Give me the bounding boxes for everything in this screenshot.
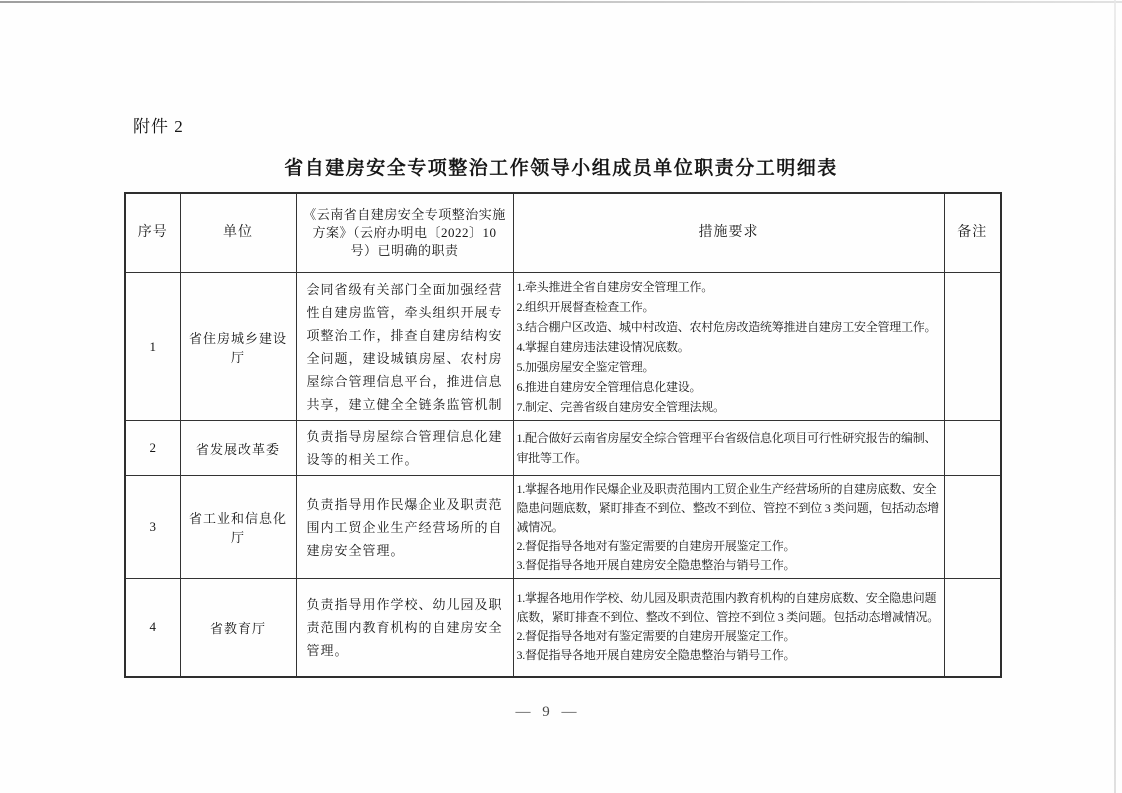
scan-edge-right bbox=[1114, 0, 1116, 793]
unit-name-cell: 省住房城乡建设厅 bbox=[180, 273, 296, 421]
row-index-cell: 4 bbox=[125, 579, 180, 677]
measure-item: 2.督促指导各地对有鉴定需要的自建房开展鉴定工作。 bbox=[516, 629, 796, 644]
duty-text-cell: 会同省级有关部门全面加强经营性自建房监管，牵头组织开展专项整治工作，排查自建房结构安全问题，建设城镇房屋、农村房屋综合管理信息平台，推进信息共享，建立健全全链条监管机制 bbox=[296, 273, 513, 421]
unit-name-cell: 省工业和信息化厅 bbox=[180, 476, 296, 579]
col-header-measures: 措施要求 bbox=[513, 193, 944, 273]
duty-text-cell: 负责指导用作民爆企业及职责范围内工贸企业生产经营场所的自建房安全管理。 bbox=[296, 476, 513, 579]
measure-item: 1.牵头推进全省自建房安全管理工作。 bbox=[516, 279, 714, 294]
measure-item: 1.配合做好云南省房屋安全综合管理平台省级信息化项目可行性研究报告的编制、审批等工作。 bbox=[516, 431, 937, 465]
table-row bbox=[125, 476, 1001, 579]
measure-item: 3.督促指导各地开展自建房安全隐患整治与销号工作。 bbox=[516, 557, 796, 572]
measure-item: 1.掌握各地用作学校、幼儿园及职责范围内教育机构的自建房底数、安全隐患问题底数，紧盯排查不到位、整改不到位、管控不到位 3 类问题。包括动态增减情况。 bbox=[516, 591, 940, 625]
measure-item: 2.督促指导各地对有鉴定需要的自建房开展鉴定工作。 bbox=[516, 538, 796, 553]
measure-item: 6.推进自建房安全管理信息化建设。 bbox=[516, 379, 702, 394]
remark-cell bbox=[944, 421, 1001, 476]
table-row bbox=[125, 273, 1001, 421]
col-header-unit: 单位 bbox=[180, 193, 296, 273]
col-header-remarks: 备注 bbox=[944, 193, 1001, 273]
row-index-cell: 2 bbox=[125, 421, 180, 476]
document-title: 省自建房安全专项整治工作领导小组成员单位职责分工明细表 bbox=[284, 158, 838, 179]
remark-cell bbox=[944, 476, 1001, 579]
measure-item: 1.掌握各地用作民爆企业及职责范围内工贸企业生产经营场所的自建房底数、安全隐患问题底数，紧盯排查不到位、整改不到位、管控不到位 3 类问题，包括动态增减情况。 bbox=[516, 481, 940, 534]
remark-cell bbox=[944, 273, 1001, 421]
remark-cell bbox=[944, 579, 1001, 677]
responsibilities-table bbox=[124, 192, 1002, 678]
col-header-index: 序号 bbox=[125, 193, 180, 273]
table-row bbox=[125, 421, 1001, 476]
measures-cell bbox=[513, 579, 944, 677]
measure-item: 7.制定、完善省级自建房安全管理法规。 bbox=[516, 399, 725, 414]
table-row bbox=[125, 579, 1001, 677]
duty-text-cell: 负责指导用作学校、幼儿园及职责范围内教育机构的自建房安全管理。 bbox=[296, 579, 513, 677]
measure-item: 3.督促指导各地开展自建房安全隐患整治与销号工作。 bbox=[516, 648, 796, 663]
measure-item: 2.组织开展督查检查工作。 bbox=[516, 299, 655, 314]
scan-edge-top bbox=[0, 1, 1122, 3]
unit-name-cell: 省教育厅 bbox=[180, 579, 296, 677]
row-index-cell: 3 bbox=[125, 476, 180, 579]
col-header-duties: 《云南省自建房安全专项整治实施方案》（云府办明电〔2022〕10 号）已明确的职责 bbox=[296, 193, 513, 273]
measure-item: 3.结合棚户区改造、城中村改造、农村危房改造统筹推进自建房工安全管理工作。 bbox=[516, 319, 937, 334]
unit-name-cell: 省发展改革委 bbox=[180, 421, 296, 476]
measure-item: 4.掌握自建房违法建设情况底数。 bbox=[516, 339, 690, 354]
duty-text-cell: 负责指导房屋综合管理信息化建设等的相关工作。 bbox=[296, 421, 513, 476]
table-header-row bbox=[125, 193, 1001, 273]
page-number: — 9 — bbox=[515, 704, 581, 720]
attachment-label: 附件 2 bbox=[133, 117, 184, 136]
measures-cell bbox=[513, 421, 944, 476]
measures-cell bbox=[513, 273, 944, 421]
measure-item: 5.加强房屋安全鉴定管理。 bbox=[516, 359, 655, 374]
row-index-cell: 1 bbox=[125, 273, 180, 421]
measures-cell bbox=[513, 476, 944, 579]
